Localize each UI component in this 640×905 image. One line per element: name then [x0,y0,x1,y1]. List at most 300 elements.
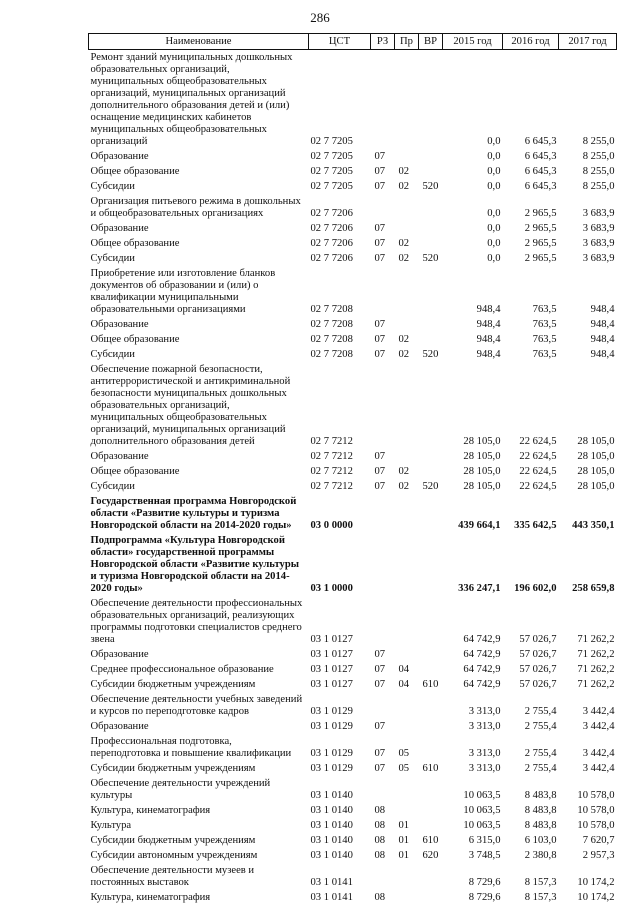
row-vr [419,464,443,479]
row-2016: 763,5 [532,334,557,345]
row-cst: 02 7 7206 [310,208,353,219]
row-cst: 02 7 7205 [310,181,353,192]
row-name: Субсидии бюджетным учреждениям [90,763,256,774]
row-2016: 8 157,3 [524,877,557,888]
row-2015: 3 313,0 [468,763,501,774]
row-vr [419,362,443,449]
row-name: Субсидии бюджетным учреждениям [90,835,256,846]
row-2015: 3 313,0 [468,748,501,759]
row-2017: 71 262,2 [577,634,615,645]
row-2015: 28 105,0 [463,481,501,492]
row-2017: 71 262,2 [577,649,615,660]
row-rz [371,194,395,221]
row-2015: 10 063,5 [463,805,501,816]
row-rz [371,692,395,719]
row-rz: 08 [374,835,386,846]
row-2016: 6 645,3 [524,166,557,177]
row-2017: 10 174,2 [577,877,615,888]
row-vr [419,266,443,317]
row-cst: 02 7 7208 [310,349,353,360]
table-row [89,803,617,818]
row-vr [419,449,443,464]
row-rz: 07 [374,748,386,759]
row-rz: 07 [374,664,386,675]
header-cst: ЦСТ [309,34,371,50]
row-rz: 08 [374,805,386,816]
row-vr: 610 [422,835,439,846]
row-rz: 07 [374,166,386,177]
table-row [89,221,617,236]
row-2017: 28 105,0 [577,466,615,477]
row-name: Подпрограмма «Культура Новгородской области» государственной программы Новгородской области «Развитие культуры и туризма Новгородской области на 2014-2020 годы» [90,535,299,594]
row-cst: 02 7 7212 [310,436,353,447]
row-rz: 07 [374,238,386,249]
row-vr [419,221,443,236]
row-pr [395,50,419,150]
row-2017: 8 255,0 [582,166,615,177]
row-vr: 610 [422,763,439,774]
row-2017: 28 105,0 [577,436,615,447]
row-2017: 71 262,2 [577,664,615,675]
row-rz: 08 [374,820,386,831]
row-pr [395,719,419,734]
table-row [89,347,617,362]
table-row [89,251,617,266]
row-2017: 10 578,0 [577,820,615,831]
row-name: Образование [90,649,149,660]
row-2016: 6 645,3 [524,151,557,162]
row-2017: 443 350,1 [572,520,615,531]
row-vr [419,776,443,803]
row-cst: 02 7 7212 [310,466,353,477]
row-name: Образование [90,721,149,732]
row-name: Культура, кинематография [90,892,211,903]
row-pr [395,890,419,905]
row-2016: 22 624,5 [519,466,557,477]
row-2015: 0,0 [487,238,501,249]
table-row [89,833,617,848]
row-2017: 3 683,9 [582,238,615,249]
row-rz: 07 [374,319,386,330]
table-row [89,863,617,890]
row-pr: 01 [398,835,410,846]
row-2016: 2 755,4 [524,706,557,717]
row-pr [395,647,419,662]
table-row [89,692,617,719]
row-2016: 196 602,0 [514,583,557,594]
row-cst: 03 1 0140 [310,820,353,831]
row-pr: 02 [398,481,410,492]
row-2015: 3 748,5 [468,850,501,861]
row-name: Профессиональная подготовка, переподготовка и повышение квалификации [90,736,292,759]
row-name: Обеспечение деятельности музеев и постоянных выставок [90,865,255,888]
row-2015: 3 313,0 [468,721,501,732]
row-pr [395,533,419,596]
row-2016: 763,5 [532,319,557,330]
row-2016: 6 103,0 [524,835,557,846]
row-2016: 57 026,7 [519,649,557,660]
row-cst: 02 7 7208 [310,304,353,315]
row-rz [371,596,395,647]
row-2016: 22 624,5 [519,436,557,447]
row-2015: 948,4 [476,349,501,360]
row-2015: 28 105,0 [463,451,501,462]
row-name: Общее образование [90,334,180,345]
row-name: Субсидии [90,253,135,264]
table-row [89,677,617,692]
row-2017: 28 105,0 [577,481,615,492]
row-vr [419,533,443,596]
table-header [89,34,617,50]
row-pr [395,221,419,236]
row-name: Культура, кинематография [90,805,211,816]
row-pr: 04 [398,664,410,675]
row-2017: 8 255,0 [582,151,615,162]
row-vr [419,662,443,677]
row-pr: 02 [398,166,410,177]
row-name: Образование [90,451,149,462]
row-cst: 02 7 7206 [310,223,353,234]
row-name: Общее образование [90,166,180,177]
row-rz: 07 [374,763,386,774]
row-2016: 763,5 [532,349,557,360]
row-2016: 8 483,8 [524,820,557,831]
row-2015: 439 664,1 [458,520,501,531]
row-2017: 71 262,2 [577,679,615,690]
row-cst: 03 1 0141 [310,877,353,888]
row-rz: 08 [374,892,386,903]
row-2016: 57 026,7 [519,679,557,690]
table-row [89,848,617,863]
row-pr: 02 [398,253,410,264]
row-2015: 10 063,5 [463,820,501,831]
row-2015: 8 729,6 [468,892,501,903]
table-row [89,734,617,761]
row-rz [371,533,395,596]
row-2015: 948,4 [476,334,501,345]
row-2015: 64 742,9 [463,649,501,660]
row-2015: 8 729,6 [468,877,501,888]
row-cst: 03 1 0129 [310,706,353,717]
row-pr: 04 [398,679,410,690]
row-2016: 22 624,5 [519,451,557,462]
row-2016: 2 965,5 [524,208,557,219]
row-2015: 0,0 [487,208,501,219]
row-2015: 0,0 [487,151,501,162]
row-2017: 948,4 [590,319,615,330]
table-row [89,761,617,776]
row-2017: 3 442,4 [582,706,615,717]
table-row [89,662,617,677]
row-pr [395,803,419,818]
row-2017: 10 174,2 [577,892,615,903]
row-2017: 8 255,0 [582,136,615,147]
row-vr: 610 [422,679,439,690]
row-2015: 0,0 [487,223,501,234]
header-rz: РЗ [371,34,395,50]
row-2016: 57 026,7 [519,634,557,645]
row-2017: 258 659,8 [572,583,615,594]
row-rz [371,494,395,533]
row-cst: 02 7 7212 [310,451,353,462]
row-2015: 0,0 [487,253,501,264]
row-cst: 03 1 0000 [310,583,353,594]
row-pr: 02 [398,349,410,360]
table-row [89,596,617,647]
row-rz [371,776,395,803]
row-vr [419,50,443,150]
row-2017: 3 683,9 [582,253,615,264]
row-vr [419,692,443,719]
table-row [89,266,617,317]
row-2016: 2 755,4 [524,763,557,774]
row-pr [395,266,419,317]
budget-table [88,33,617,905]
row-2017: 10 578,0 [577,805,615,816]
row-vr: 520 [422,181,439,192]
row-pr [395,149,419,164]
row-cst: 02 7 7205 [310,136,353,147]
row-vr [419,164,443,179]
table-row [89,533,617,596]
row-rz [371,266,395,317]
row-pr [395,776,419,803]
row-2017: 28 105,0 [577,451,615,462]
row-rz [371,362,395,449]
row-cst: 03 1 0129 [310,748,353,759]
row-cst: 03 1 0127 [310,649,353,660]
row-2016: 6 645,3 [524,181,557,192]
table-row [89,449,617,464]
row-2015: 64 742,9 [463,634,501,645]
row-2015: 3 313,0 [468,706,501,717]
table-row [89,776,617,803]
row-rz: 07 [374,349,386,360]
row-2015: 0,0 [487,166,501,177]
row-pr [395,362,419,449]
row-2016: 22 624,5 [519,481,557,492]
table-row [89,818,617,833]
row-vr [419,647,443,662]
row-pr: 05 [398,748,410,759]
row-name: Субсидии [90,349,135,360]
row-vr [419,719,443,734]
row-rz: 07 [374,721,386,732]
row-2015: 336 247,1 [458,583,501,594]
row-name: Образование [90,151,149,162]
table-row [89,647,617,662]
row-pr [395,863,419,890]
row-pr [395,194,419,221]
row-2016: 2 965,5 [524,238,557,249]
row-pr: 01 [398,820,410,831]
row-cst: 02 7 7205 [310,151,353,162]
row-2017: 3 683,9 [582,208,615,219]
row-vr: 520 [422,349,439,360]
row-pr [395,494,419,533]
row-vr [419,194,443,221]
row-pr: 02 [398,334,410,345]
row-name: Обеспечение деятельности учебных заведений и курсов по переподготовке кадров [90,694,303,717]
header-2015: 2015 год [443,34,503,50]
table-row [89,494,617,533]
row-vr [419,803,443,818]
row-rz: 07 [374,151,386,162]
row-vr [419,890,443,905]
row-cst: 03 1 0140 [310,805,353,816]
row-2016: 2 755,4 [524,721,557,732]
row-2015: 64 742,9 [463,679,501,690]
row-vr: 520 [422,253,439,264]
table-row [89,164,617,179]
row-2016: 335 642,5 [514,520,557,531]
row-2015: 28 105,0 [463,436,501,447]
row-2016: 6 645,3 [524,136,557,147]
row-2015: 948,4 [476,304,501,315]
row-name: Государственная программа Новгородской области «Развитие культуры и туризма Новгородской области на 2014-2020 годы» [90,496,297,531]
row-cst: 03 1 0127 [310,634,353,645]
row-rz [371,50,395,150]
row-vr [419,317,443,332]
row-cst: 03 1 0129 [310,763,353,774]
row-rz: 08 [374,850,386,861]
row-rz [371,863,395,890]
header-name: Наименование [89,34,309,50]
row-name: Образование [90,223,149,234]
row-2017: 948,4 [590,304,615,315]
row-cst: 03 1 0140 [310,790,353,801]
row-vr [419,818,443,833]
row-vr [419,149,443,164]
row-2016: 8 483,8 [524,805,557,816]
row-cst: 02 7 7212 [310,481,353,492]
row-name: Субсидии [90,481,135,492]
row-vr [419,596,443,647]
row-pr [395,596,419,647]
row-rz: 07 [374,334,386,345]
row-rz: 07 [374,679,386,690]
row-2015: 10 063,5 [463,790,501,801]
row-name: Субсидии [90,181,135,192]
table-row [89,719,617,734]
row-2015: 0,0 [487,181,501,192]
row-rz: 07 [374,181,386,192]
row-2016: 2 380,8 [524,850,557,861]
row-name: Обеспечение пожарной безопасности, антитеррористической и антикриминальной безопасности муниципальных дошкольных образовательных организаций, муниципальных общеобразовательных организаций, муниципальных организаций дополнительного образования детей [90,364,291,447]
row-name: Субсидии автономным учреждениям [90,850,258,861]
row-cst: 03 1 0141 [310,892,353,903]
table-row [89,890,617,905]
table-row [89,332,617,347]
row-cst: 02 7 7208 [310,319,353,330]
row-vr [419,734,443,761]
row-cst: 03 1 0127 [310,664,353,675]
table-row [89,50,617,150]
row-pr: 05 [398,763,410,774]
row-2017: 948,4 [590,349,615,360]
row-2017: 948,4 [590,334,615,345]
row-vr: 620 [422,850,439,861]
row-2016: 2 965,5 [524,253,557,264]
table-row [89,236,617,251]
row-2017: 3 442,4 [582,763,615,774]
row-2016: 8 157,3 [524,892,557,903]
header-pr: Пр [395,34,419,50]
table-body [89,50,617,905]
table-row [89,194,617,221]
row-cst: 03 1 0129 [310,721,353,732]
row-pr: 02 [398,238,410,249]
row-rz: 07 [374,253,386,264]
row-name: Среднее профессиональное образование [90,664,274,675]
row-rz: 07 [374,223,386,234]
row-cst: 03 1 0140 [310,850,353,861]
row-2017: 3 442,4 [582,721,615,732]
row-name: Субсидии бюджетным учреждениям [90,679,256,690]
row-vr [419,494,443,533]
header-row [89,34,617,50]
row-2015: 0,0 [487,136,501,147]
row-name: Приобретение или изготовление бланков документов об образовании и (или) о квалификации муниципальными образовательными организациями [90,268,276,315]
row-rz: 07 [374,466,386,477]
row-2016: 763,5 [532,304,557,315]
row-cst: 03 1 0140 [310,835,353,846]
table-row [89,179,617,194]
row-2016: 8 483,8 [524,790,557,801]
row-vr [419,332,443,347]
row-2017: 10 578,0 [577,790,615,801]
row-2017: 3 683,9 [582,223,615,234]
row-name: Ремонт зданий муниципальных дошкольных образовательных организаций, муниципальных общеобразовательных организаций, муниципальных организаций дополнительного образования детей и (или) оснащение медицинских кабинетов муниципальных общеобразовательных организаций [90,52,293,147]
row-2015: 948,4 [476,319,501,330]
row-cst: 02 7 7206 [310,238,353,249]
row-name: Общее образование [90,238,180,249]
table-row [89,362,617,449]
row-name: Организация питьевого режима в дошкольных и общеобразовательных организациях [90,196,301,219]
row-2015: 64 742,9 [463,664,501,675]
table-row [89,317,617,332]
row-2016: 2 965,5 [524,223,557,234]
row-vr [419,236,443,251]
row-pr: 01 [398,850,410,861]
row-pr: 02 [398,181,410,192]
table-row [89,149,617,164]
row-2017: 2 957,3 [582,850,615,861]
row-name: Культура [90,820,132,831]
row-name: Образование [90,319,149,330]
row-2015: 6 315,0 [468,835,501,846]
row-name: Общее образование [90,466,180,477]
row-rz: 07 [374,649,386,660]
row-cst: 03 0 0000 [310,520,353,531]
row-cst: 02 7 7208 [310,334,353,345]
header-2016: 2016 год [503,34,559,50]
row-pr [395,449,419,464]
row-cst: 02 7 7206 [310,253,353,264]
table-row [89,479,617,494]
row-name: Обеспечение деятельности профессиональных образовательных организаций, реализующих программы подготовки специалистов среднего звена [90,598,303,645]
row-pr: 02 [398,466,410,477]
row-2017: 7 620,7 [582,835,615,846]
row-pr [395,317,419,332]
row-2016: 2 755,4 [524,748,557,759]
row-2017: 3 442,4 [582,748,615,759]
row-name: Обеспечение деятельности учреждений культуры [90,778,271,801]
row-vr: 520 [422,481,439,492]
header-vr: ВР [419,34,443,50]
row-cst: 02 7 7205 [310,166,353,177]
row-pr [395,692,419,719]
